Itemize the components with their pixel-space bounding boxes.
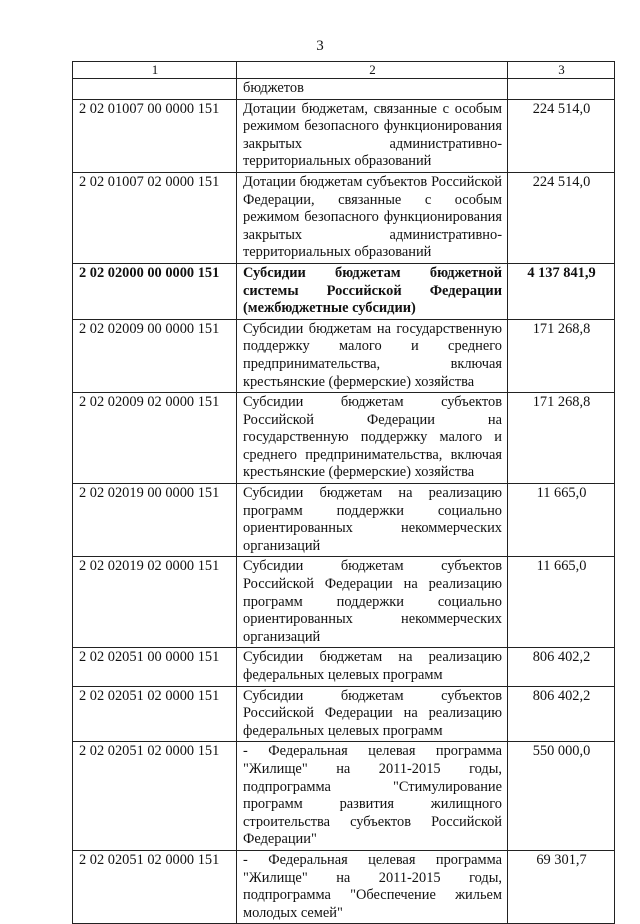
row-amount: 171 268,8 (508, 319, 615, 392)
page-number: 3 (316, 38, 324, 54)
row-code: 2 02 02019 02 0000 151 (73, 557, 237, 648)
row-code (73, 79, 237, 100)
table-row (73, 79, 615, 100)
row-amount: 806 402,2 (508, 686, 615, 742)
row-code: 2 02 02051 02 0000 151 (73, 742, 237, 851)
budget-table (72, 61, 615, 924)
table-header-row (73, 62, 615, 79)
column-header-amount: 3 (508, 62, 615, 79)
table-row (73, 557, 615, 648)
table-row (73, 484, 615, 557)
row-description: Субсидии бюджетам на государственную поддержку малого и среднего предпринимательства, включая крестьянские (фермерские) хозяйства (237, 319, 508, 392)
row-description: Субсидии бюджетам субъектов Российской Федерации на реализацию программ поддержки социально ориентированных некоммерческих организаций (237, 557, 508, 648)
row-description: - Федеральная целевая программа "Жилище" на 2011-2015 годы, подпрограмма "Обеспечение жильем молодых семей" (237, 850, 508, 923)
row-amount (508, 79, 615, 100)
row-description: Субсидии бюджетам на реализацию федеральных целевых программ (237, 648, 508, 686)
row-amount: 171 268,8 (508, 393, 615, 484)
row-description: Субсидии бюджетам субъектов Российской Федерации на реализацию федеральных целевых программ (237, 686, 508, 742)
row-description: - Федеральная целевая программа "Жилище" на 2011-2015 годы, подпрограмма "Стимулирование программ развития жилищного строительства субъектов Российской Федерации" (237, 742, 508, 851)
row-description: Субсидии бюджетам субъектов Российской Федерации на государственную поддержку малого и среднего предпринимательства, включая крестьянские (фермерские) хозяйства (237, 393, 508, 484)
row-code: 2 02 02051 02 0000 151 (73, 686, 237, 742)
row-code: 2 02 02009 00 0000 151 (73, 319, 237, 392)
row-code: 2 02 01007 02 0000 151 (73, 172, 237, 263)
row-amount: 11 665,0 (508, 484, 615, 557)
table-row (73, 648, 615, 686)
table-row (73, 686, 615, 742)
table-row (73, 393, 615, 484)
row-description: Субсидии бюджетам на реализацию программ поддержки социально ориентированных некоммерческих организаций (237, 484, 508, 557)
row-amount: 224 514,0 (508, 99, 615, 172)
row-amount: 4 137 841,9 (508, 263, 615, 319)
table-row (73, 263, 615, 319)
row-code: 2 02 02009 02 0000 151 (73, 393, 237, 484)
table-row (73, 850, 615, 923)
row-code: 2 02 02051 02 0000 151 (73, 850, 237, 923)
column-header-description: 2 (237, 62, 508, 79)
row-description: Субсидии бюджетам бюджетной системы Российской Федерации (межбюджетные субсидии) (237, 263, 508, 319)
row-amount: 550 000,0 (508, 742, 615, 851)
column-header-code: 1 (73, 62, 237, 79)
row-amount: 11 665,0 (508, 557, 615, 648)
row-description: Дотации бюджетам субъектов Российской Федерации, связанные с особым режимом безопасного функционирования закрытых административно-территориальных образований (237, 172, 508, 263)
row-description: бюджетов (237, 79, 508, 100)
row-code: 2 02 02019 00 0000 151 (73, 484, 237, 557)
row-amount: 806 402,2 (508, 648, 615, 686)
table-row (73, 99, 615, 172)
table-row (73, 319, 615, 392)
row-description: Дотации бюджетам, связанные с особым режимом безопасного функционирования закрытых административно-территориальных образований (237, 99, 508, 172)
table-row (73, 172, 615, 263)
row-code: 2 02 01007 00 0000 151 (73, 99, 237, 172)
row-amount: 224 514,0 (508, 172, 615, 263)
table-row (73, 742, 615, 851)
row-amount: 69 301,7 (508, 850, 615, 923)
row-code: 2 02 02051 00 0000 151 (73, 648, 237, 686)
row-code: 2 02 02000 00 0000 151 (73, 263, 237, 319)
